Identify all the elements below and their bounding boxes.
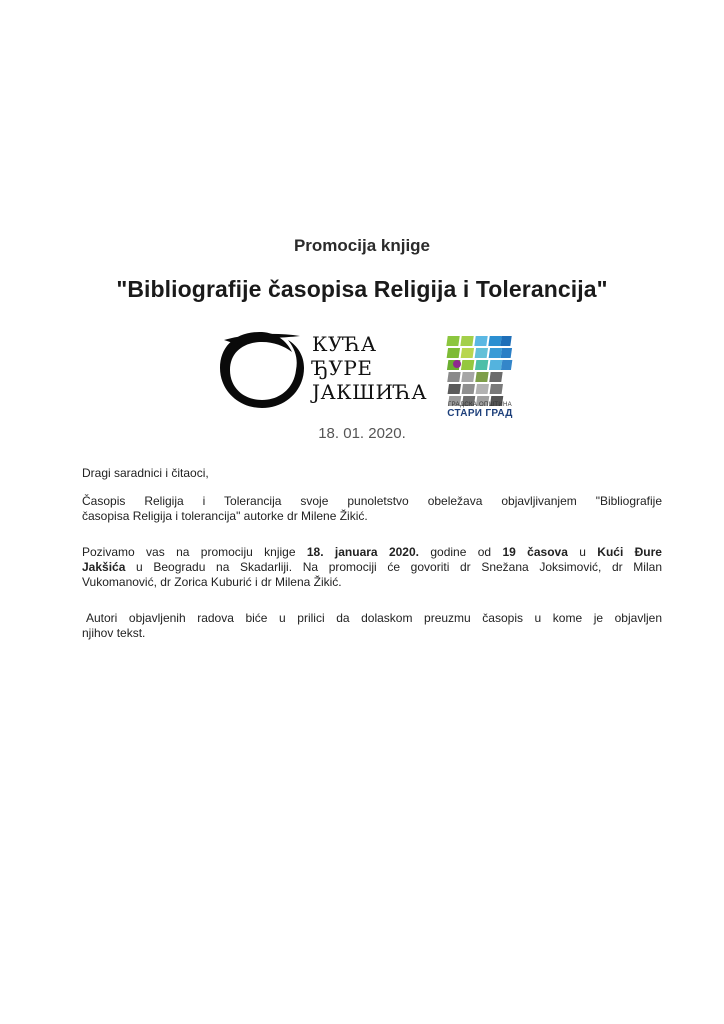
kuca-line1: КУЋА bbox=[312, 332, 377, 356]
stari-grad-big-label: СТАРИ ГРАД bbox=[447, 408, 513, 419]
kuca-line2: ЂУРЕ bbox=[312, 356, 373, 380]
p2-time-bold: 19 časova bbox=[502, 545, 568, 559]
letter-paragraph-1 bbox=[82, 494, 662, 524]
event-subtitle: Promocija knjige bbox=[293, 236, 431, 255]
p2-line-2 bbox=[82, 560, 662, 575]
kuca-djure-jaksica-logo bbox=[214, 328, 434, 412]
p3-line-2: njihov tekst. bbox=[82, 626, 146, 640]
event-date: 18. 01. 2020. bbox=[318, 425, 406, 442]
p2-venue-bold-2: Jakšića bbox=[82, 560, 126, 574]
p2-line-1 bbox=[82, 545, 662, 560]
p2-text-e: u bbox=[567, 545, 598, 559]
kuca-wordmark bbox=[312, 332, 427, 404]
p2-venue-bold-1: Kući Đure bbox=[597, 545, 662, 559]
p2-line-3: Vukomanović, dr Zorica Kuburić i dr Milena Žikić. bbox=[82, 575, 342, 589]
stari-grad-small-label: ГРАДСКА ОПШТИНА bbox=[448, 402, 512, 408]
letter-greeting: Dragi saradnici i čitaoci, bbox=[82, 466, 209, 480]
book-title: "Bibliografije časopisa Religija i Tolerancija" bbox=[116, 276, 608, 302]
stari-grad-caption bbox=[440, 402, 520, 419]
p2-date-bold: 18. januara 2020. bbox=[306, 545, 419, 559]
kuca-brush-circle-icon bbox=[214, 328, 310, 412]
p2-text-a: Pozivamo vas na promociju knjige bbox=[82, 545, 307, 559]
p2-text-h: u Beogradu na Skadarliji. Na promociji će govoriti dr Snežana Joksimović, dr Milan bbox=[125, 560, 662, 574]
p2-text-c: godine od bbox=[419, 545, 503, 559]
letter-paragraph-3 bbox=[82, 611, 662, 641]
p1-line-1: Časopis Religija i Tolerancija svoje punoletstvo obeležava objavljivanjem "Bibliografije bbox=[82, 494, 662, 508]
kuca-line3: ЈАКШИЋА bbox=[312, 380, 427, 404]
letter-paragraph-2 bbox=[82, 545, 662, 590]
p3-line-1: Autori objavljenih radova biće u prilici da dolaskom preuzmu časopis u kome je objavljen bbox=[86, 611, 662, 625]
p1-line-2: časopisa Religija i tolerancija" autorke dr Milene Žikić. bbox=[82, 509, 368, 523]
